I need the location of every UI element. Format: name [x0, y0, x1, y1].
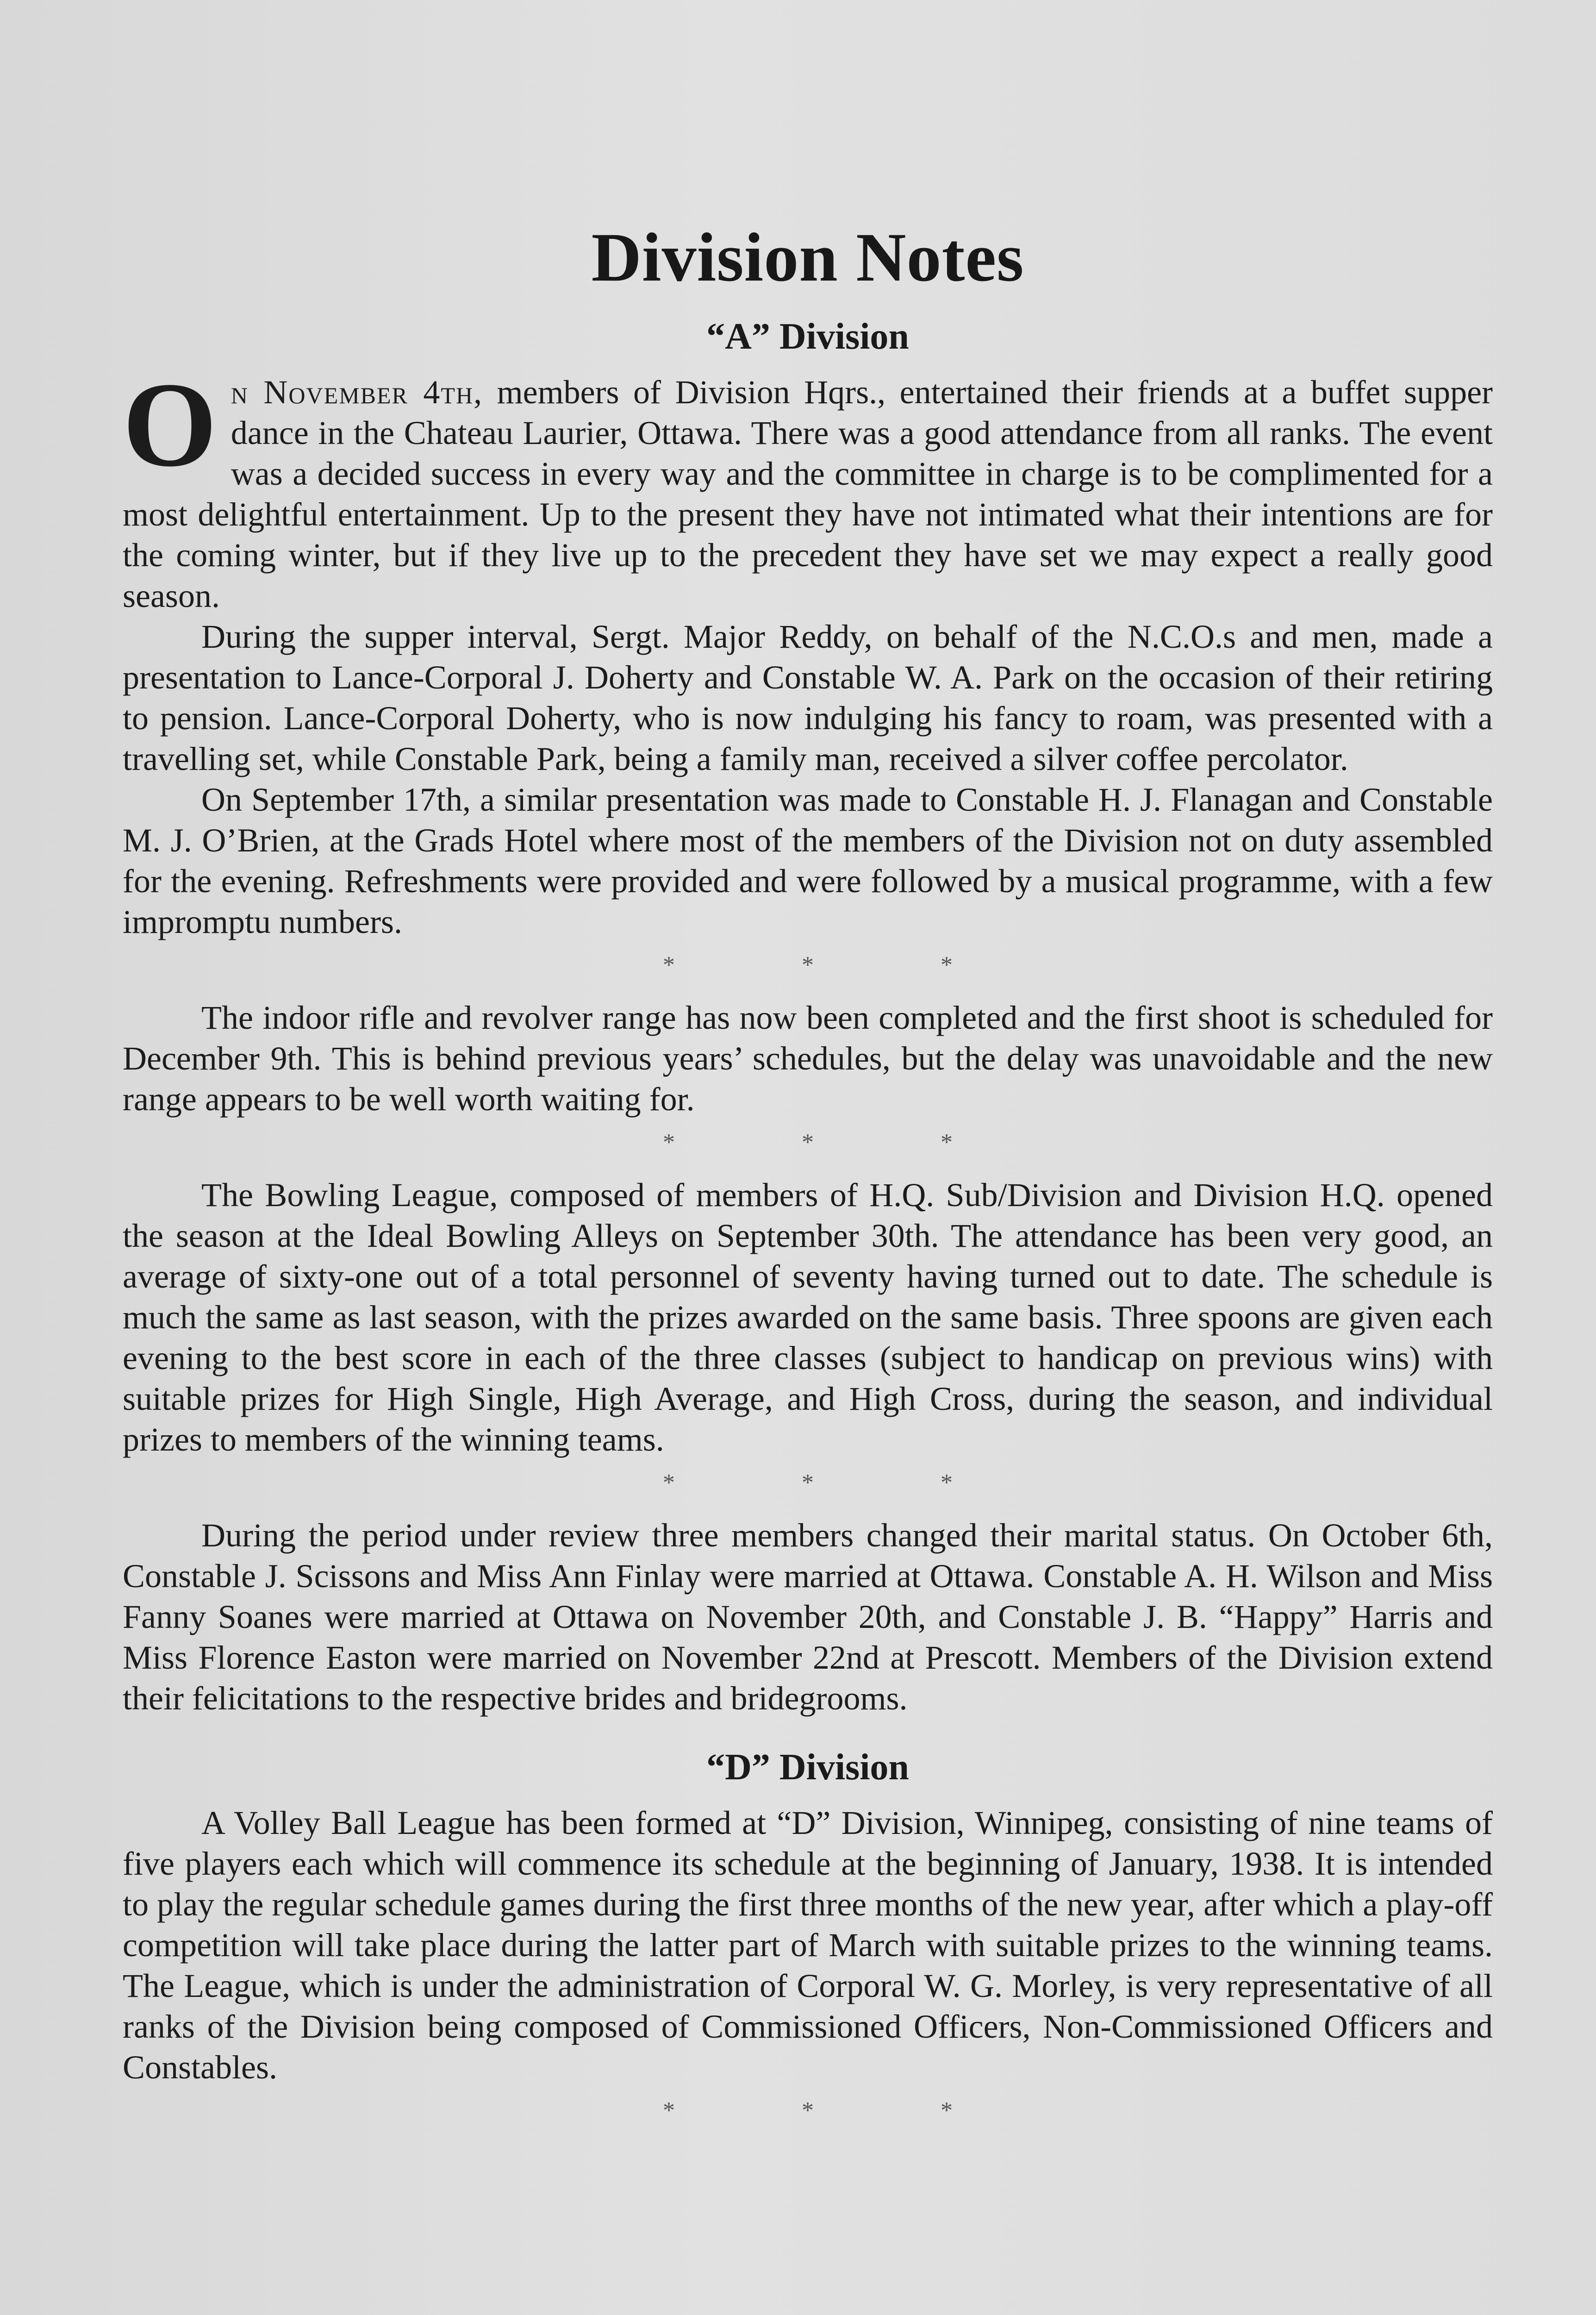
- lead-smallcaps: n November 4th,: [231, 374, 483, 411]
- text-column: [123, 218, 1493, 2143]
- paragraph-d-1: A Volley Ball League has been formed at “D” Division, Winnipeg, consisting of nine teams of five players each which will commence its schedule at the beginning of January, 1938. It is intended to play the regular schedule games during the first three months of the new year, after which a play-off competition will take place during the latter part of March with suitable prizes to the winning teams. The League, which is under the administration of Corporal W. G. Morley, is very representative of all ranks of the Division being composed of Commissioned Officers, Non-Commissioned Officers and Constables.: [123, 1804, 1493, 2086]
- paragraph-a-4: The indoor rifle and revolver range has now been completed and the first shoot is scheduled for December 9th. This is behind previous years’ schedules, but the delay was unavoidable and the new range appears to be well worth waiting for.: [123, 999, 1493, 1118]
- paragraph-a-6: During the period under review three members changed their marital status. On October 6th, Constable J. Scissons and Miss Ann Finlay were married at Ottawa. Constable A. H. Wilson and Miss Fanny Soanes were married at Ottawa on November 20th, and Constable J. B. “Happy” Harris and Miss Florence Easton were married on November 22nd at Prescott. Members of the Division extend their felicitations to the respective brides and bridegrooms.: [123, 1517, 1493, 1717]
- separator-star: *: [941, 1470, 953, 1496]
- separator-stars: [123, 1469, 1493, 1496]
- separator-stars: [123, 2097, 1493, 2124]
- separator-star: *: [802, 1470, 814, 1496]
- paragraph-a-5: The Bowling League, composed of members of H.Q. Sub/Division and Division H.Q. opened the season at the Ideal Bowling Alleys on September 30th. The attendance has been very good, an average of sixty-one out of a total personnel of seventy having turned out to date. The schedule is much the same as last season, with the prizes awarded on the same basis. Three spoons are given each evening to the best score in each of the three classes (subject to handicap on previous wins) with suitable prizes for High Single, High Average, and High Cross, during the season, and individual prizes to members of the winning teams.: [123, 1176, 1493, 1458]
- section-heading-a-division: “A” Division: [706, 316, 909, 357]
- paragraph-a-1-text: members of Division Hqrs., entertained their friends at a buffet supper dance in the Chateau Laurier, Ottawa. There was a good attendance from all ranks. The event was a decided success in every way and the committee in charge is to be complimented for a most delightful entertainment. Up to the present they have not intimated what their intentions are for the coming winter, but if they live up to the precedent they have set we may expect a really good season.: [123, 374, 1493, 614]
- separator-star: *: [663, 1129, 675, 1156]
- separator-star: *: [802, 952, 814, 978]
- page-title: Division Notes: [591, 219, 1024, 296]
- separator-star: *: [941, 2097, 953, 2124]
- paragraph-a-3: On September 17th, a similar presentation was made to Constable H. J. Flanagan and Constable M. J. O’Brien, at the Grads Hotel where most of the members of the Division not on duty assembled for the evening. Refreshments were provided and were followed by a musical programme, with a few impromptu numbers.: [123, 781, 1493, 940]
- separator-star: *: [941, 1129, 953, 1156]
- separator-stars: [123, 1129, 1493, 1156]
- separator-star: *: [663, 952, 675, 978]
- paragraph-a-2: During the supper interval, Sergt. Major Reddy, on behalf of the N.C.O.s and men, made a presentation to Lance-Corporal J. Doherty and Constable W. A. Park on the occasion of their retiring to pension. Lance-Corporal Doherty, who is now indulging his fancy to roam, was presented with a travelling set, while Constable Park, being a family man, received a silver coffee percolator.: [123, 618, 1493, 777]
- section-heading-d-division: “D” Division: [706, 1747, 909, 1788]
- separator-star: *: [941, 952, 953, 978]
- separator-star: *: [663, 2097, 675, 2124]
- separator-star: *: [802, 1129, 814, 1156]
- separator-star: *: [663, 1470, 675, 1496]
- paragraph-a-1: [123, 357, 1493, 616]
- separator-star: *: [802, 2097, 814, 2124]
- section-gap: [123, 1719, 1493, 1746]
- drop-cap: O: [123, 357, 217, 492]
- separator-stars: [123, 951, 1493, 979]
